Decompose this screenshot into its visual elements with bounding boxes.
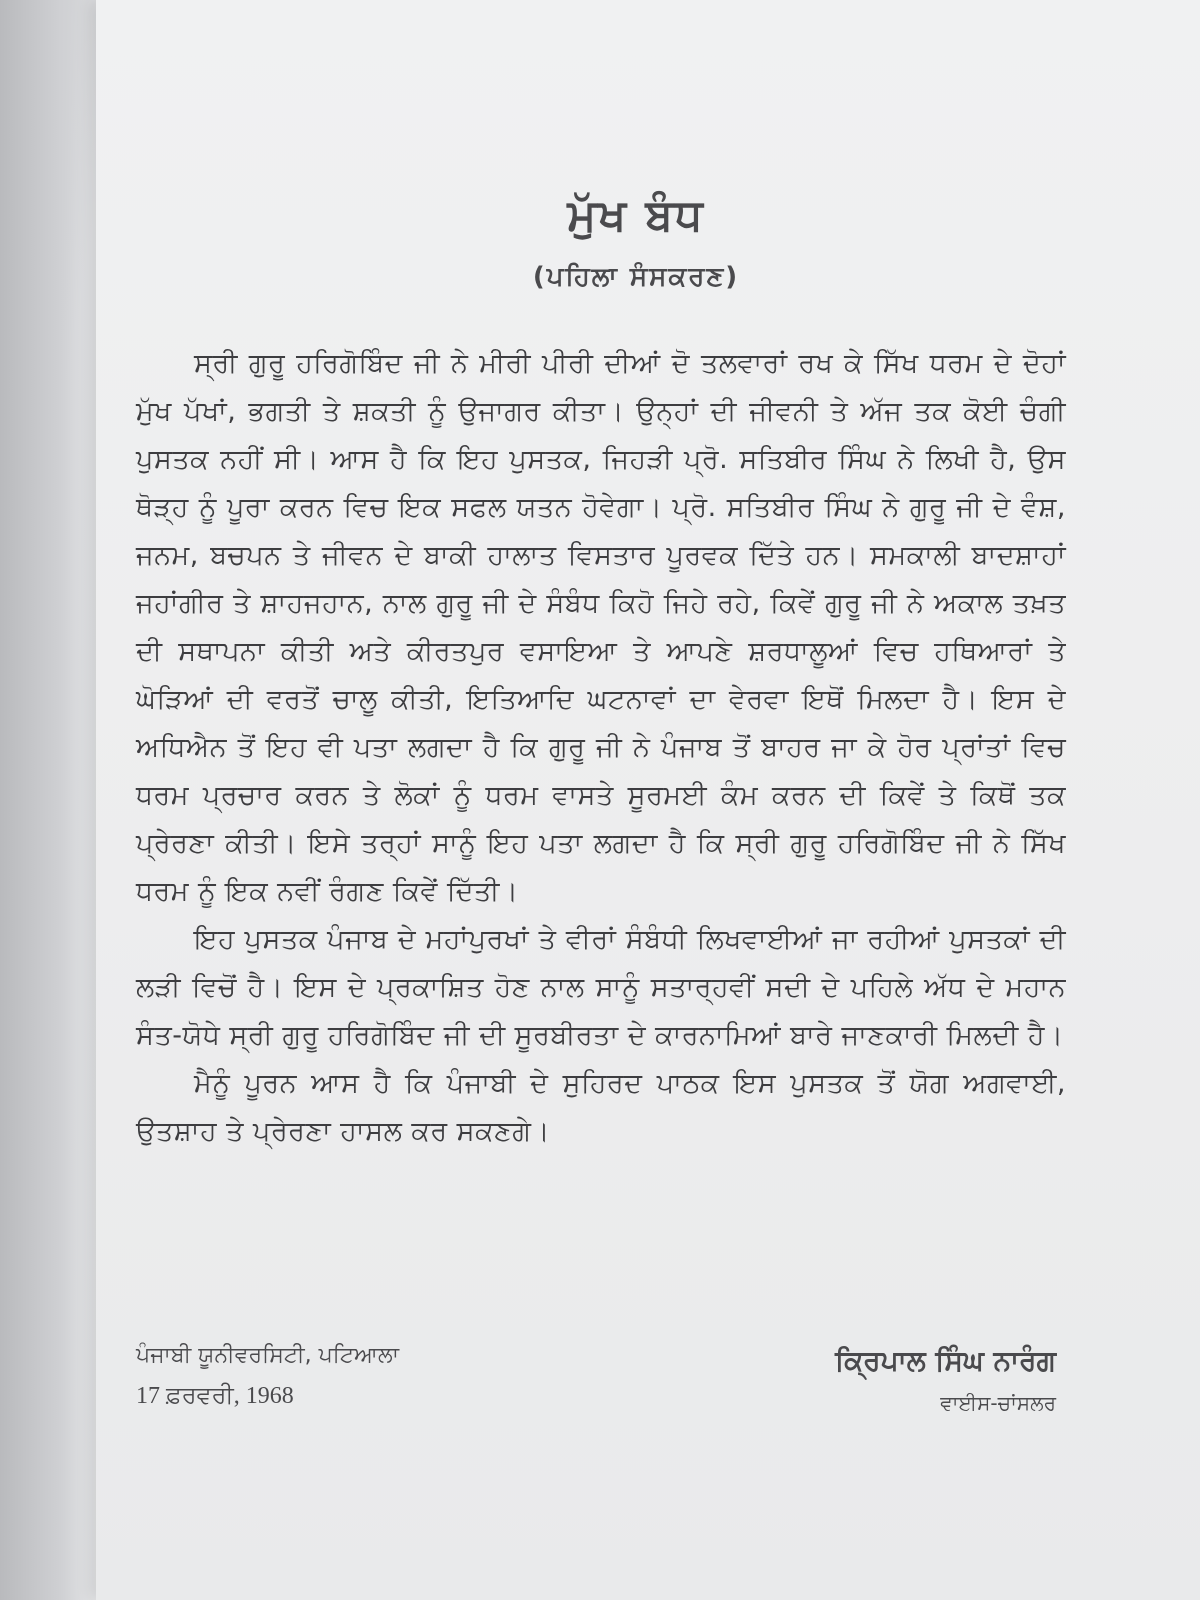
signatory-role: ਵਾਈਸ-ਚਾਂਸਲਰ [940, 1391, 1056, 1415]
signatory-name: ਕ੍ਰਿਪਾਲ ਸਿੰਘ ਨਾਰੰਗ [835, 1344, 1056, 1377]
paragraph-2: ਇਹ ਪੁਸਤਕ ਪੰਜਾਬ ਦੇ ਮਹਾਂਪੁਰਖਾਂ ਤੇ ਵੀਰਾਂ ਸੰਬੰਧੀ ਲਿਖਵਾਈਆਂ ਜਾ ਰਹੀਆਂ ਪੁਸਤਕਾਂ ਦੀ ਲੜੀ ਵਿਚੋਂ ਹੈ। ਇਸ ਦੇ ਪ੍ਰਕਾਸ਼ਿਤ ਹੋਣ ਨਾਲ ਸਾਨੂੰ ਸਤਾਰ੍ਹਵੀਂ ਸਦੀ ਦੇ ਪਹਿਲੇ ਅੱਧ ਦੇ ਮਹਾਨ ਸੰਤ-ਯੋਧੇ ਸ੍ਰੀ ਗੁਰੂ ਹਰਿਗੋਬਿੰਦ ਜੀ ਦੀ ਸੂਰਬੀਰਤਾ ਦੇ ਕਾਰਨਾਮਿਆਂ ਬਾਰੇ ਜਾਣਕਾਰੀ ਮਿਲਦੀ ਹੈ। [136, 924, 1066, 1051]
paragraph-3: ਮੈਨੂੰ ਪੂਰਨ ਆਸ ਹੈ ਕਿ ਪੰਜਾਬੀ ਦੇ ਸੁਹਿਰਦ ਪਾਠਕ ਇਸ ਪੁਸਤਕ ਤੋਂ ਯੋਗ ਅਗਵਾਈ, ਉਤਸ਼ਾਹ ਤੇ ਪ੍ਰੇਰਣਾ ਹਾਸਲ ਕਰ ਸਕਣਗੇ। [136, 1068, 1066, 1147]
footer-place: ਪੰਜਾਬੀ ਯੂਨੀਵਰਸਿਟੀ, ਪਟਿਆਲਾ [136, 1343, 400, 1368]
paragraph-1: ਸ੍ਰੀ ਗੁਰੂ ਹਰਿਗੋਬਿੰਦ ਜੀ ਨੇ ਮੀਰੀ ਪੀਰੀ ਦੀਆਂ ਦੋ ਤਲਵਾਰਾਂ ਰਖ ਕੇ ਸਿੱਖ ਧਰਮ ਦੇ ਦੋਹਾਂ ਮੁੱਖ ਪੱਖਾਂ, ਭਗਤੀ ਤੇ ਸ਼ਕਤੀ ਨੂੰ ਉਜਾਗਰ ਕੀਤਾ। ਉਨ੍ਹਾਂ ਦੀ ਜੀਵਨੀ ਤੇ ਅੱਜ ਤਕ ਕੋਈ ਚੰਗੀ ਪੁਸਤਕ ਨਹੀਂ ਸੀ। ਆਸ ਹੈ ਕਿ ਇਹ ਪੁਸਤਕ, ਜਿਹੜੀ ਪ੍ਰੋ. ਸਤਿਬੀਰ ਸਿੰਘ ਨੇ ਲਿਖੀ ਹੈ, ਉਸ ਥੋੜ੍ਹ ਨੂੰ ਪੂਰਾ ਕਰਨ ਵਿਚ ਇਕ ਸਫਲ ਯਤਨ ਹੋਵੇਗਾ। ਪ੍ਰੋ. ਸਤਿਬੀਰ ਸਿੰਘ ਨੇ ਗੁਰੂ ਜੀ ਦੇ ਵੰਸ਼, ਜਨਮ, ਬਚਪਨ ਤੇ ਜੀਵਨ ਦੇ ਬਾਕੀ ਹਾਲਾਤ ਵਿਸਤਾਰ ਪੂਰਵਕ ਦਿੱਤੇ ਹਨ। ਸਮਕਾਲੀ ਬਾਦਸ਼ਾਹਾਂ ਜਹਾਂਗੀਰ ਤੇ ਸ਼ਾਹਜਹਾਨ, ਨਾਲ ਗੁਰੂ ਜੀ ਦੇ ਸੰਬੰਧ ਕਿਹੋ ਜਿਹੇ ਰਹੇ, ਕਿਵੇਂ ਗੁਰੂ ਜੀ ਨੇ ਅਕਾਲ ਤਖ਼ਤ ਦੀ ਸਥਾਪਨਾ ਕੀਤੀ ਅਤੇ ਕੀਰਤਪੁਰ ਵਸਾਇਆ ਤੇ ਆਪਣੇ ਸ਼ਰਧਾਲੂਆਂ ਵਿਚ ਹਥਿਆਰਾਂ ਤੇ ਘੋੜਿਆਂ ਦੀ ਵਰਤੋਂ ਚਾਲੂ ਕੀਤੀ, ਇਤਿਆਦਿ ਘਟਨਾਵਾਂ ਦਾ ਵੇਰਵਾ ਇਥੋਂ ਮਿਲਦਾ ਹੈ। ਇਸ ਦੇ ਅਧਿਐਨ ਤੋਂ ਇਹ ਵੀ ਪਤਾ ਲਗਦਾ ਹੈ ਕਿ ਗੁਰੂ ਜੀ ਨੇ ਪੰਜਾਬ ਤੋਂ ਬਾਹਰ ਜਾ ਕੇ ਹੋਰ ਪ੍ਰਾਂਤਾਂ ਵਿਚ ਧਰਮ ਪ੍ਰਚਾਰ ਕਰਨ ਤੇ ਲੋਕਾਂ ਨੂੰ ਧਰਮ ਵਾਸਤੇ ਸੂਰਮਈ ਕੰਮ ਕਰਨ ਦੀ ਕਿਵੇਂ ਤੇ ਕਿਥੋਂ ਤਕ ਪ੍ਰੇਰਣਾ ਕੀਤੀ। ਇਸੇ ਤਰ੍ਹਾਂ ਸਾਨੂੰ ਇਹ ਪਤਾ ਲਗਦਾ ਹੈ ਕਿ ਸ੍ਰੀ ਗੁਰੂ ਹਰਿਗੋਬਿੰਦ ਜੀ ਨੇ ਸਿੱਖ ਧਰਮ ਨੂੰ ਇਕ ਨਵੀਂ ਰੰਗਣ ਕਿਵੇਂ ਦਿੱਤੀ। [136, 348, 1066, 907]
footer-place-date [136, 1336, 399, 1416]
footer-signature-block [835, 1336, 1056, 1420]
page-sheet [96, 0, 1200, 1600]
page-title: ਮੁੱਖ ਬੰਧ [567, 190, 705, 241]
foreword-body [136, 340, 1066, 1156]
previous-page-edge [0, 0, 110, 1600]
page-subtitle: (ਪਹਿਲਾ ਸੰਸਕਰਣ) [532, 262, 740, 292]
footer-date: 17 ਫ਼ਰਵਰੀ, 1968 [136, 1383, 294, 1409]
page-content [136, 0, 1136, 1600]
